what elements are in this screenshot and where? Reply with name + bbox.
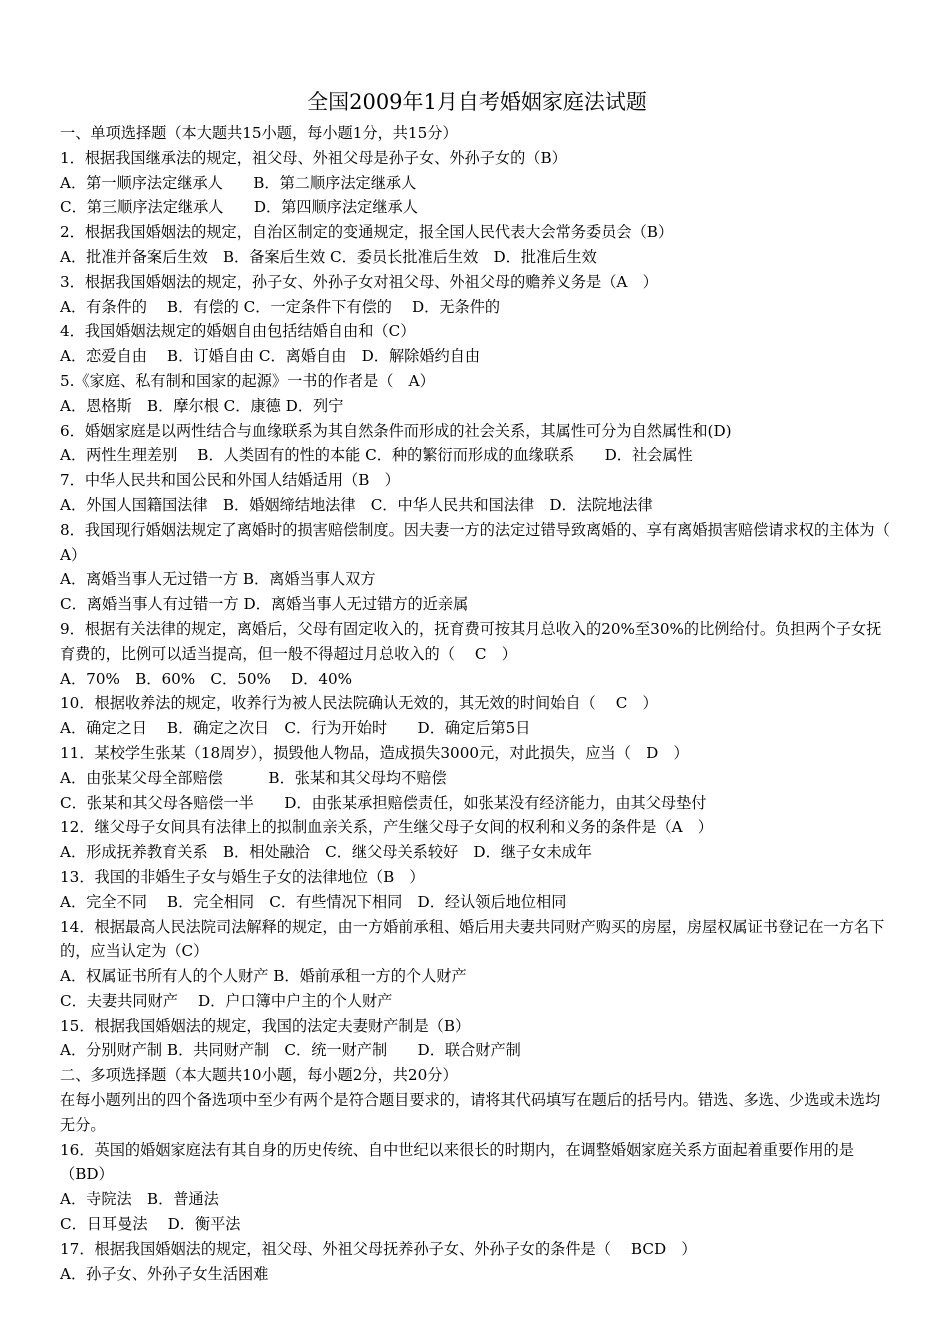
question-text: 10．根据收养法的规定，收养行为被人民法院确认无效的，其无效的时间始自（ C ） (60, 694, 658, 713)
answer-options: A．权属证书所有人的个人财产 B．婚前承租一方的个人财产 (60, 967, 467, 986)
answer-options: A．恩格斯 B．摩尔根 C．康德 D．列宁 (60, 396, 344, 415)
section-heading: 一、单项选择题（本大题共15小题，每小题1分，共15分） (60, 124, 458, 142)
question-text: 3．根据我国婚姻法的规定，孙子女、外孙子女对祖父母、外祖父母的赡养义务是（A ） (60, 272, 658, 291)
answer-options: A．孙子女、外孙子女生活困难 (60, 1264, 269, 1283)
answer-options: A．确定之日 B．确定之次日 C．行为开始时 D．确定后第5日 (60, 719, 531, 738)
answer-options: A．恋爱自由 B．订婚自由 C．离婚自由 D．解除婚约自由 (60, 347, 481, 366)
question-text: 7．中华人民共和国公民和外国人结婚适用（B ） (60, 471, 400, 490)
answer-options: A．寺院法 B．普通法 (60, 1190, 219, 1209)
answer-options: C．日耳曼法 D．衡平法 (60, 1215, 241, 1234)
question-text: 5.《家庭、私有制和国家的起源》一书的作者是（ A） (60, 371, 435, 390)
answer-options: A．离婚当事人无过错一方 B．离婚当事人双方 (60, 570, 376, 589)
answer-options: A．第一顺序法定继承人 B．第二顺序法定继承人 (60, 173, 417, 192)
question-text: 16．英国的婚姻家庭法有其自身的历史传统、自中世纪以来很长的时期内，在调整婚姻家庭关系方面起着重要作用的是（BD） (60, 1140, 854, 1184)
question-text: 11．某校学生张某（18周岁），损毁他人物品，造成损失3000元，对此损失，应当（ D ） (60, 743, 689, 762)
answer-options: C．离婚当事人有过错一方 D．离婚当事人无过错方的近亲属 (60, 595, 469, 614)
answer-options: A．形成抚养教育关系 B．相处融洽 C．继父母关系较好 D．继子女未成年 (60, 843, 592, 862)
answer-options: A．分别财产制 B．共同财产制 C．统一财产制 D．联合财产制 (60, 1041, 521, 1060)
answer-options: C．第三顺序法定继承人 D．第四顺序法定继承人 (60, 198, 418, 217)
question-text: 14．根据最高人民法院司法解释的规定，由一方婚前承租、婚后用夫妻共同财产购买的房屋，房屋权属证书登记在一方名下的，应当认定为（C） (60, 917, 885, 961)
question-text: 12．继父母子女间具有法律上的拟制血亲关系，产生继父母子女间的权利和义务的条件是（A ） (60, 818, 713, 837)
question-text: 15．根据我国婚姻法的规定，我国的法定夫妻财产制是（B） (60, 1016, 471, 1035)
question-text: 4．我国婚姻法规定的婚姻自由包括结婚自由和（C） (60, 322, 416, 341)
answer-options: A．外国人国籍国法律 B．婚姻缔结地法律 C．中华人民共和国法律 D．法院地法律 (60, 495, 653, 514)
answer-options: A．完全不同 B．完全相同 C．有些情况下相同 D．经认领后地位相同 (60, 892, 567, 911)
answer-options: A．有条件的 B．有偿的 C．一定条件下有偿的 D．无条件的 (60, 297, 501, 316)
answer-options: C．夫妻共同财产 D．户口簿中户主的个人财产 (60, 991, 393, 1010)
question-text: 13．我国的非婚生子女与婚生子女的法律地位（B ） (60, 867, 425, 886)
answer-options: C．张某和其父母各赔偿一半 D．由张某承担赔偿责任，如张某没有经济能力，由其父母垫付 (60, 793, 707, 812)
question-text: 2．根据我国婚姻法的规定，自治区制定的变通规定，报全国人民代表大会常务委员会（B） (60, 223, 674, 242)
question-text: 17．根据我国婚姻法的规定，祖父母、外祖父母抚养孙子女、外孙子女的条件是（ BCD ） (60, 1239, 697, 1258)
answer-options: A．由张某父母全部赔偿 B．张某和其父母均不赔偿 (60, 768, 447, 787)
document-title: 全国2009年1月自考婚姻家庭法试题 (307, 90, 647, 114)
section-instructions: 在每小题列出的四个备选项中至少有两个是符合题目要求的，请将其代码填写在题后的括号内。错选、多选、少选或未选均无分。 (60, 1091, 881, 1134)
answer-options: A．70% B．60% C．50% D．40% (60, 669, 353, 688)
question-text: 8．我国现行婚姻法规定了离婚时的损害赔偿制度。因夫妻一方的法定过错导致离婚的、享有离婚损害赔偿请求权的主体为（ A） (60, 520, 905, 564)
question-text: 6．婚姻家庭是以两性结合与血缘联系为其自然条件而形成的社会关系，其属性可分为自然属性和(D) (60, 421, 732, 440)
question-text: 9．根据有关法律的规定，离婚后，父母有固定收入的，抚育费可按其月总收入的20%至30%的比例给付。负担两个子女抚育费的，比例可以适当提高，但一般不得超过月总收入的（ C ） (60, 619, 882, 663)
document-page (60, 88, 905, 1286)
answer-options: A．两性生理差别 B．人类固有的性的本能 C．种的繁衍而形成的血缘联系 D．社会属性 (60, 446, 693, 465)
question-text: 1．根据我国继承法的规定，祖父母、外祖父母是孙子女、外孙子女的（B） (60, 148, 567, 167)
section-heading: 二、多项选择题（本大题共10小题，每小题2分，共20分） (60, 1066, 458, 1085)
answer-options: A．批准并备案后生效 B．备案后生效 C．委员长批准后生效 D．批准后生效 (60, 247, 597, 266)
